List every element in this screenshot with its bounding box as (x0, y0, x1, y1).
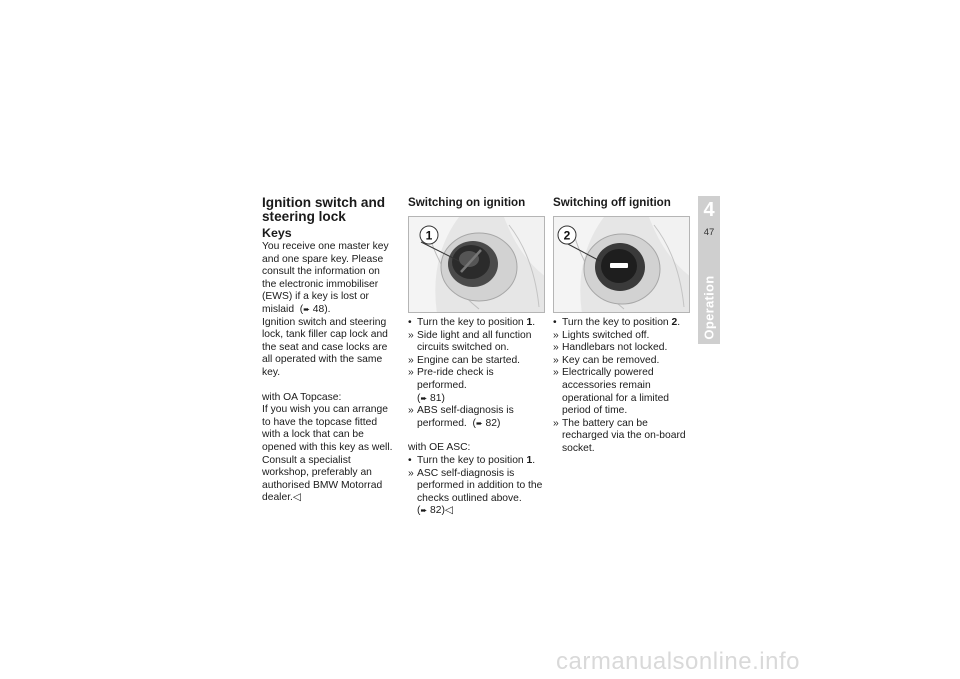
page-ref[interactable]: 82) (485, 417, 501, 429)
section-title: Switching on ignition (408, 196, 526, 209)
ignition-position-2-photo (553, 216, 690, 313)
list-item: » Electrically powered accessories remain operational for a limited period of time. (553, 367, 670, 417)
result-arrow-icon: » (408, 329, 414, 341)
position-label: 1 (425, 228, 433, 243)
list-item: » ASC self-diagnosis is performed in addition to the checks outlined above. (➨ 82)◁ (408, 467, 543, 517)
chapter-label: Operation (701, 275, 717, 340)
same-key-paragraph: Ignition switch and steering lock, tank filler cap lock and the seat and case locks are all operated with the same key. (262, 316, 388, 378)
result-arrow-icon: » (408, 354, 414, 366)
list-item: » Side light and all function circuits switched on. (408, 329, 532, 354)
bullet-icon: • (408, 454, 412, 466)
ignition-lock-illustration (409, 217, 545, 313)
watermark: carmanualsonline.info (556, 648, 800, 675)
column-switching-off (553, 196, 690, 456)
ignition-position-1-photo (408, 216, 545, 313)
list-item: » ABS self-diagnosis is performed. (➨ 82) (408, 405, 514, 429)
result-arrow-icon: » (408, 367, 414, 379)
result-arrow-icon: » (553, 354, 559, 366)
list-item: • Turn the key to position 2. (553, 317, 681, 328)
column-ignition-switch (262, 196, 397, 505)
switching-off-steps (553, 317, 690, 456)
topcase-paragraph: If you wish you can arrange to have the topcase fitted with a lock that can be opened with this key as well. Consult a specialist workshop, preferably an authorised BMW Motorrad dealer.◁ (262, 404, 393, 504)
asc-steps (408, 455, 545, 518)
list-item: • Turn the key to position 1. (408, 317, 536, 328)
result-arrow-icon: » (553, 367, 559, 379)
list-item: • Turn the key to position 1. (408, 454, 536, 466)
position-label: 2 (563, 228, 571, 243)
list-item: » Handlebars not locked. (553, 342, 668, 354)
page-ref-arrow-icon: ➨ (420, 393, 428, 403)
chapter-tab[interactable] (698, 196, 720, 344)
section-title: Switching off ignition (553, 196, 671, 209)
column-switching-on (408, 196, 545, 518)
list-item: » Lights switched off. (553, 329, 650, 341)
bullet-icon: • (553, 317, 557, 328)
page-ref-arrow-icon: ➨ (303, 304, 310, 314)
chapter-number: 4 (703, 199, 715, 221)
switching-on-steps (408, 317, 545, 430)
result-arrow-icon: » (553, 329, 559, 341)
result-arrow-icon: » (408, 467, 414, 479)
page-ref[interactable]: 48). (312, 303, 331, 315)
page-ref-arrow-icon: ➨ (420, 506, 428, 516)
page-number: 47 (703, 227, 715, 238)
list-item: » Pre-ride check is performed. (➨ 81) (408, 367, 494, 404)
bullet-icon: • (408, 317, 412, 328)
list-item: » Engine can be started. (408, 354, 521, 366)
keys-heading: Keys (262, 226, 292, 240)
page-ref[interactable]: 81) (430, 392, 445, 404)
section-title: Ignition switch and steering lock (262, 195, 386, 224)
ignition-lock-illustration (554, 217, 690, 313)
result-arrow-icon: » (553, 342, 559, 354)
page-ref-arrow-icon: ➨ (475, 418, 483, 428)
list-item: » The battery can be recharged via the on-board socket. (553, 417, 686, 454)
list-item: » Key can be removed. (553, 354, 660, 366)
result-arrow-icon: » (553, 417, 559, 429)
result-arrow-icon: » (408, 405, 414, 417)
topcase-heading: with OA Topcase: (262, 391, 342, 403)
asc-heading: with OE ASC: (408, 442, 471, 454)
page-ref[interactable]: 82)◁ (430, 505, 453, 517)
keys-paragraph: You receive one master key and one spare key. Please consult the information on the electronic immobiliser (EWS) if a key is lost or mislaid (➨ 48). (262, 241, 389, 315)
